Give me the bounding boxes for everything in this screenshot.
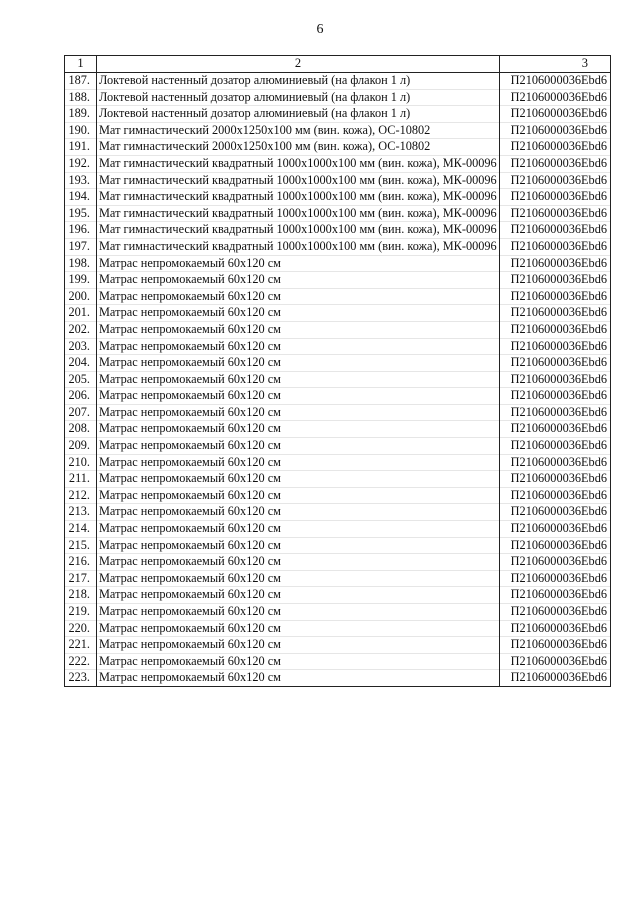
table-row [65, 73, 611, 90]
row-number: 206. [65, 388, 97, 405]
table-row [65, 205, 611, 222]
item-name: Матрас непромокаемый 60х120 см [97, 620, 500, 637]
row-number: 218. [65, 587, 97, 604]
item-code: П2106000036Ebd6 [500, 421, 611, 438]
table-row [65, 139, 611, 156]
item-name: Локтевой настенный дозатор алюминиевый (на флакон 1 л) [97, 106, 500, 123]
table-row [65, 338, 611, 355]
item-code: П2106000036Ebd6 [500, 471, 611, 488]
table-row [65, 570, 611, 587]
table-row [65, 371, 611, 388]
item-code: П2106000036Ebd6 [500, 620, 611, 637]
item-name: Матрас непромокаемый 60х120 см [97, 487, 500, 504]
item-code: П2106000036Ebd6 [500, 653, 611, 670]
row-number: 217. [65, 570, 97, 587]
item-code: П2106000036Ebd6 [500, 155, 611, 172]
item-code: П2106000036Ebd6 [500, 504, 611, 521]
row-number: 216. [65, 554, 97, 571]
table-row [65, 106, 611, 123]
item-name: Мат гимнастический квадратный 1000х1000х100 мм (вин. кожа), МК-00096 [97, 189, 500, 206]
table-row [65, 471, 611, 488]
row-number: 193. [65, 172, 97, 189]
item-name: Матрас непромокаемый 60х120 см [97, 438, 500, 455]
item-name: Матрас непромокаемый 60х120 см [97, 288, 500, 305]
item-name: Мат гимнастический квадратный 1000х1000х100 мм (вин. кожа), МК-00096 [97, 238, 500, 255]
item-name: Мат гимнастический квадратный 1000х1000х100 мм (вин. кожа), МК-00096 [97, 155, 500, 172]
item-name: Матрас непромокаемый 60х120 см [97, 670, 500, 687]
table-row [65, 355, 611, 372]
row-number: 191. [65, 139, 97, 156]
item-name: Матрас непромокаемый 60х120 см [97, 371, 500, 388]
table-row [65, 438, 611, 455]
table-row [65, 454, 611, 471]
row-number: 210. [65, 454, 97, 471]
row-number: 219. [65, 604, 97, 621]
table-row [65, 155, 611, 172]
item-name: Мат гимнастический 2000х1250х100 мм (вин. кожа), ОС-10802 [97, 139, 500, 156]
row-number: 212. [65, 487, 97, 504]
item-code: П2106000036Ebd6 [500, 670, 611, 687]
table-row [65, 189, 611, 206]
item-code: П2106000036Ebd6 [500, 554, 611, 571]
page-number: 6 [316, 22, 324, 37]
item-code: П2106000036Ebd6 [500, 338, 611, 355]
item-name: Матрас непромокаемый 60х120 см [97, 587, 500, 604]
table-row [65, 122, 611, 139]
table-row [65, 222, 611, 239]
table-body [65, 73, 611, 687]
item-name: Матрас непромокаемый 60х120 см [97, 537, 500, 554]
item-name: Локтевой настенный дозатор алюминиевый (на флакон 1 л) [97, 73, 500, 90]
table-row [65, 521, 611, 538]
item-code: П2106000036Ebd6 [500, 172, 611, 189]
item-name: Матрас непромокаемый 60х120 см [97, 604, 500, 621]
item-name: Матрас непромокаемый 60х120 см [97, 305, 500, 322]
table-row [65, 670, 611, 687]
table-row [65, 587, 611, 604]
row-number: 214. [65, 521, 97, 538]
column-header-number: 1 [65, 56, 97, 73]
item-name: Матрас непромокаемый 60х120 см [97, 471, 500, 488]
table-row [65, 637, 611, 654]
item-name: Матрас непромокаемый 60х120 см [97, 570, 500, 587]
table-row [65, 554, 611, 571]
item-code: П2106000036Ebd6 [500, 537, 611, 554]
row-number: 196. [65, 222, 97, 239]
row-number: 188. [65, 89, 97, 106]
row-number: 201. [65, 305, 97, 322]
item-name: Мат гимнастический квадратный 1000х1000х100 мм (вин. кожа), МК-00096 [97, 205, 500, 222]
item-code: П2106000036Ebd6 [500, 438, 611, 455]
row-number: 207. [65, 404, 97, 421]
row-number: 198. [65, 255, 97, 272]
table-row [65, 504, 611, 521]
item-code: П2106000036Ebd6 [500, 570, 611, 587]
item-name: Матрас непромокаемый 60х120 см [97, 454, 500, 471]
item-code: П2106000036Ebd6 [500, 73, 611, 90]
item-name: Матрас непромокаемый 60х120 см [97, 255, 500, 272]
item-code: П2106000036Ebd6 [500, 238, 611, 255]
row-number: 209. [65, 438, 97, 455]
item-code: П2106000036Ebd6 [500, 222, 611, 239]
row-number: 205. [65, 371, 97, 388]
item-code: П2106000036Ebd6 [500, 637, 611, 654]
item-name: Матрас непромокаемый 60х120 см [97, 404, 500, 421]
table-row [65, 537, 611, 554]
row-number: 200. [65, 288, 97, 305]
item-code: П2106000036Ebd6 [500, 288, 611, 305]
row-number: 197. [65, 238, 97, 255]
row-number: 208. [65, 421, 97, 438]
item-name: Матрас непромокаемый 60х120 см [97, 653, 500, 670]
item-name: Мат гимнастический 2000х1250х100 мм (вин. кожа), ОС-10802 [97, 122, 500, 139]
row-number: 213. [65, 504, 97, 521]
column-header-code: 3 [500, 56, 611, 73]
item-code: П2106000036Ebd6 [500, 521, 611, 538]
table-row [65, 421, 611, 438]
table-row [65, 255, 611, 272]
item-code: П2106000036Ebd6 [500, 454, 611, 471]
table-row [65, 653, 611, 670]
row-number: 190. [65, 122, 97, 139]
row-number: 203. [65, 338, 97, 355]
item-name: Матрас непромокаемый 60х120 см [97, 521, 500, 538]
inventory-table [64, 55, 611, 687]
table-row [65, 238, 611, 255]
row-number: 194. [65, 189, 97, 206]
item-name: Мат гимнастический квадратный 1000х1000х100 мм (вин. кожа), МК-00096 [97, 222, 500, 239]
item-code: П2106000036Ebd6 [500, 355, 611, 372]
item-code: П2106000036Ebd6 [500, 122, 611, 139]
row-number: 211. [65, 471, 97, 488]
row-number: 199. [65, 272, 97, 289]
row-number: 192. [65, 155, 97, 172]
item-name: Матрас непромокаемый 60х120 см [97, 338, 500, 355]
row-number: 221. [65, 637, 97, 654]
row-number: 202. [65, 321, 97, 338]
table-row [65, 604, 611, 621]
row-number: 222. [65, 653, 97, 670]
item-code: П2106000036Ebd6 [500, 272, 611, 289]
item-name: Матрас непромокаемый 60х120 см [97, 321, 500, 338]
item-name: Матрас непромокаемый 60х120 см [97, 272, 500, 289]
row-number: 220. [65, 620, 97, 637]
item-code: П2106000036Ebd6 [500, 89, 611, 106]
item-code: П2106000036Ebd6 [500, 587, 611, 604]
row-number: 195. [65, 205, 97, 222]
table-row [65, 404, 611, 421]
table-row [65, 321, 611, 338]
column-header-name: 2 [97, 56, 500, 73]
item-name: Матрас непромокаемый 60х120 см [97, 355, 500, 372]
table-row [65, 487, 611, 504]
item-name: Матрас непромокаемый 60х120 см [97, 388, 500, 405]
item-name: Матрас непромокаемый 60х120 см [97, 637, 500, 654]
item-name: Матрас непромокаемый 60х120 см [97, 554, 500, 571]
table-row [65, 89, 611, 106]
item-name: Матрас непромокаемый 60х120 см [97, 504, 500, 521]
item-code: П2106000036Ebd6 [500, 321, 611, 338]
table-header-row [65, 56, 611, 73]
table-row [65, 288, 611, 305]
table-row [65, 305, 611, 322]
item-code: П2106000036Ebd6 [500, 255, 611, 272]
table-row [65, 388, 611, 405]
table-row [65, 620, 611, 637]
row-number: 187. [65, 73, 97, 90]
row-number: 189. [65, 106, 97, 123]
item-code: П2106000036Ebd6 [500, 189, 611, 206]
row-number: 215. [65, 537, 97, 554]
item-code: П2106000036Ebd6 [500, 487, 611, 504]
item-name: Мат гимнастический квадратный 1000х1000х100 мм (вин. кожа), МК-00096 [97, 172, 500, 189]
item-code: П2106000036Ebd6 [500, 106, 611, 123]
row-number: 223. [65, 670, 97, 687]
item-name: Матрас непромокаемый 60х120 см [97, 421, 500, 438]
item-code: П2106000036Ebd6 [500, 604, 611, 621]
item-code: П2106000036Ebd6 [500, 404, 611, 421]
item-code: П2106000036Ebd6 [500, 305, 611, 322]
item-code: П2106000036Ebd6 [500, 371, 611, 388]
item-code: П2106000036Ebd6 [500, 205, 611, 222]
table-row [65, 172, 611, 189]
item-code: П2106000036Ebd6 [500, 139, 611, 156]
item-name: Локтевой настенный дозатор алюминиевый (на флакон 1 л) [97, 89, 500, 106]
table-row [65, 272, 611, 289]
row-number: 204. [65, 355, 97, 372]
item-code: П2106000036Ebd6 [500, 388, 611, 405]
